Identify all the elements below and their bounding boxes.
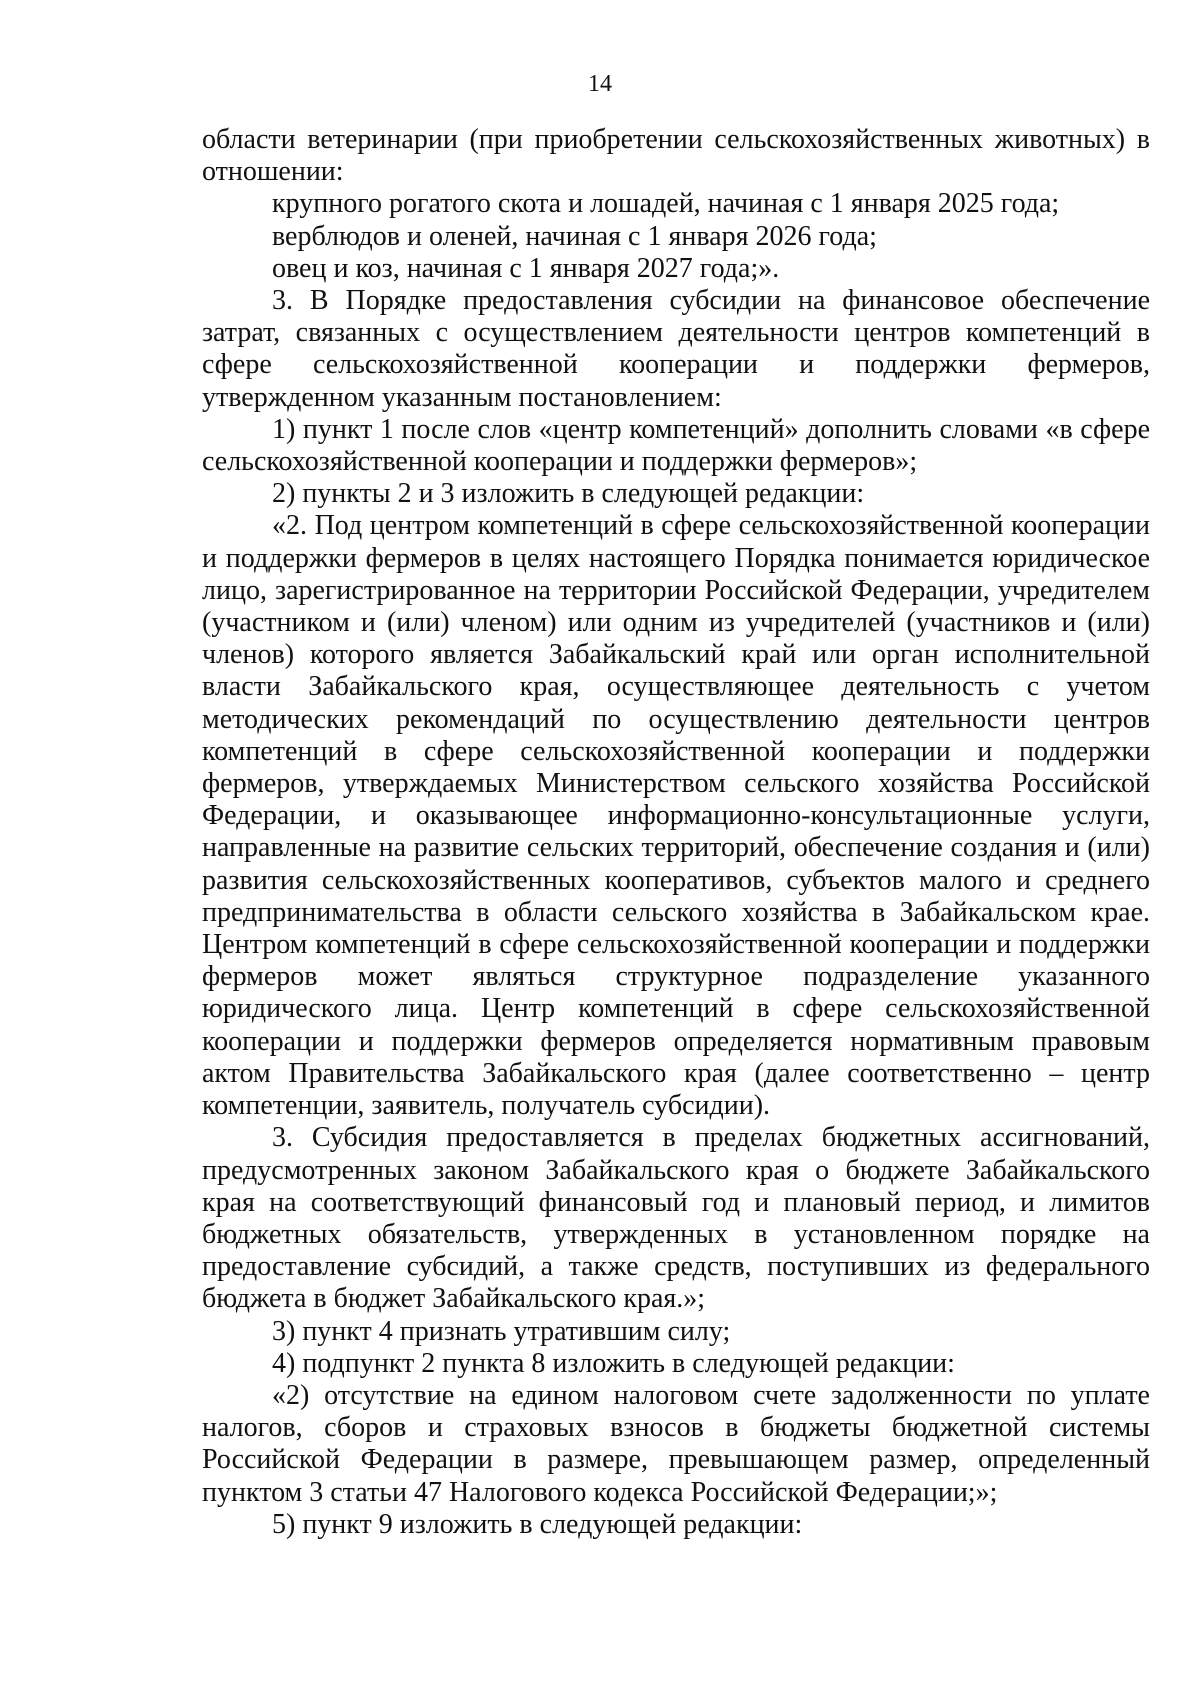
paragraph-13: 5) пункт 9 изложить в следующей редакции: <box>272 1508 803 1540</box>
paragraph-9: 3. Субсидия предоставляется в пределах бюджетных ассигнований, предусмотренных законом Забайкальского края о бюджете Забайкальского края на соответствующий финансовый год и плановый период, и лимитов бюджетных обязательств, утвержденных в установленном порядке на предоставление субсидий, а также средств, поступивших из федерального бюджета в бюджет Забайкальского края.»; <box>202 1122 1150 1315</box>
paragraph-7: 2) пункты 2 и 3 изложить в следующей редакции: <box>272 478 865 510</box>
paragraph-4: овец и коз, начиная с 1 января 2027 года;». <box>272 252 780 284</box>
paragraph-6: 1) пункт 1 после слов «центр компетенций» дополнить словами «в сфере сельскохозяйственной кооперации и поддержки фермеров»; <box>202 413 1150 478</box>
paragraph-3: верблюдов и оленей, начиная с 1 января 2026 года; <box>272 220 877 252</box>
paragraph-11: 4) подпункт 2 пункта 8 изложить в следующей редакции: <box>272 1347 955 1379</box>
paragraph-1: области ветеринарии (при приобретении сельскохозяйственных животных) в отношении: <box>202 124 1150 188</box>
paragraph-12: «2) отсутствие на едином налоговом счете задолженности по уплате налогов, сборов и страховых взносов в бюджеты бюджетной системы Российской Федерации в размере, превышающем размер, определенный пунктом 3 статьи 47 Налогового кодекса Российской Федерации;»; <box>202 1379 1150 1508</box>
document-body <box>202 124 1150 1541</box>
paragraph-5: 3. В Порядке предоставления субсидии на финансовое обеспечение затрат, связанных с осуществлением деятельности центров компетенций в сфере сельскохозяйственной кооперации и поддержки фермеров, утвержденном указанным постановлением: <box>202 285 1150 413</box>
page-number: 14 <box>588 71 612 97</box>
paragraph-10: 3) пункт 4 признать утратившим силу; <box>272 1315 731 1347</box>
paragraph-2: крупного рогатого скота и лошадей, начиная с 1 января 2025 года; <box>272 188 1060 220</box>
paragraph-8: «2. Под центром компетенций в сфере сельскохозяйственной кооперации и поддержки фермеров в целях настоящего Порядка понимается юридическое лицо, зарегистрированное на территории Российской Федерации, учредителем (участником и (или) членом) или одним из учредителей (участников и (или) членов) которого является Забайкальский край или орган исполнительной власти Забайкальского края, осуществляющее деятельность с учетом методических рекомендаций по осуществлению деятельности центров компетенций в сфере сельскохозяйственной кооперации и поддержки фермеров, утверждаемых Министерством сельского хозяйства Российской Федерации, и оказывающее информационно-консультационные услуги, направленные на развитие сельских территорий, обеспечение создания и (или) развития сельскохозяйственных кооперативов, субъектов малого и среднего предпринимательства в области сельского хозяйства в Забайкальском крае. Центром компетенций в сфере сельскохозяйственной кооперации и поддержки фермеров может являться структурное подразделение указанного юридического лица. Центр компетенций в сфере сельскохозяйственной кооперации и поддержки фермеров определяется нормативным правовым актом Правительства Забайкальского края (далее соответственно – центр компетенции, заявитель, получатель субсидии). <box>202 510 1150 1122</box>
